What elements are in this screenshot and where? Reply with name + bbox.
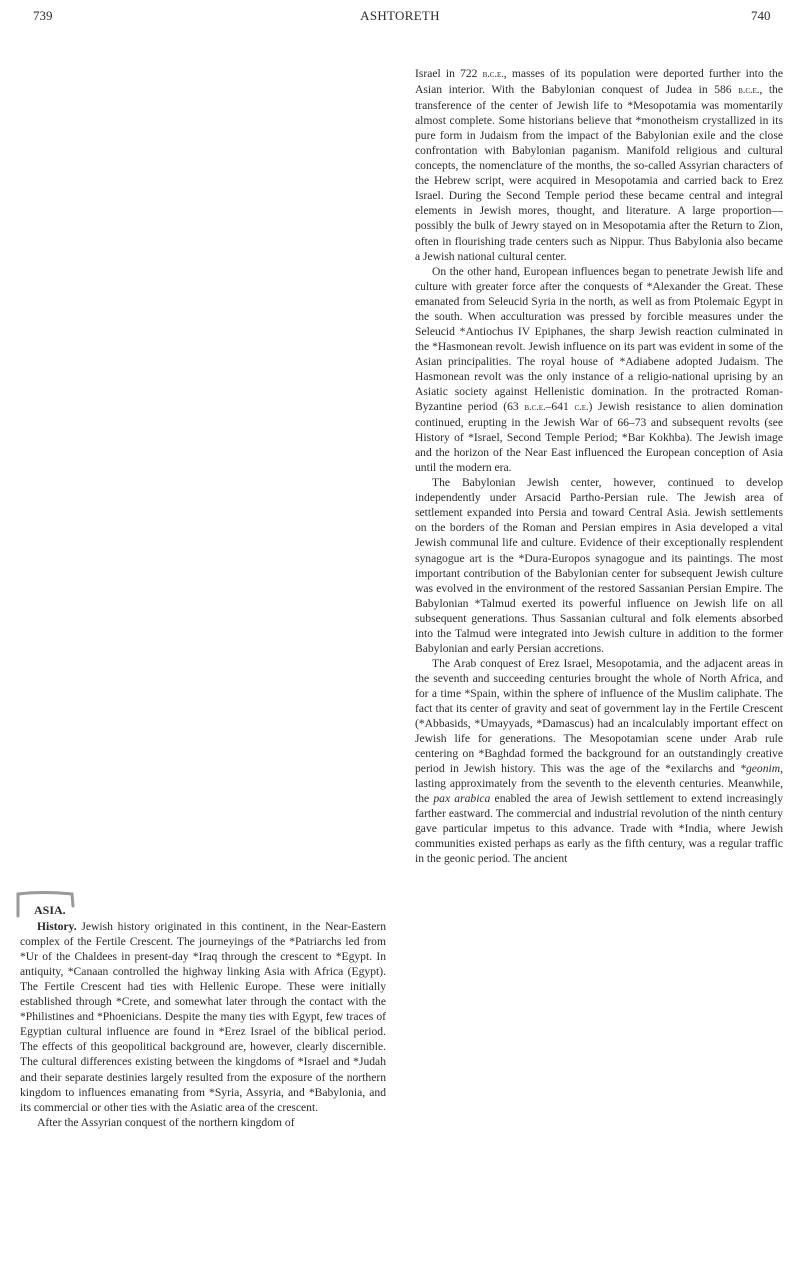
left-column	[20, 903, 386, 1130]
text-run: On the other hand, European influences began to penetrate Jewish life and culture with greater force after the conquests of *Alexander the Great. These emanated from Seleucid Syria in the north, as well as from Ptolemaic Egypt in the south. When acculturation was pressed by forcible measures under the Seleucid *Antiochus IV Epiphanes, the sharp Jewish reaction culminated in the *Hasmonean revolt. Jewish influence on its part was evident in some of the Asian principalities. The royal house of *Adiabene adopted Judaism. The Hasmonean revolt was the only instance of a religio-national uprising by an Asiatic society against Hellenistic domination. In the protracted Roman-Byzantine period (63	[415, 264, 783, 414]
blank-column-area	[20, 60, 386, 880]
era-abbrev: c.e.	[574, 402, 589, 414]
paragraph-text: Jewish history originated in this continent, in the Near-Eastern complex of the Fertile Crescent. The journeyings of the *Patriarchs led from *Ur of the Chaldees in present-day *Iraq through the crescent to *Egypt. In antiquity, *Canaan controlled the highway linking Asia with Africa (Egypt). The Fertile Crescent had ties with Hellenic Europe. These were initially established through *Crete, and somewhat later through the contact with the *Philistines and *Phoenicians. Despite the many ties with Egypt, few traces of Egyptian cultural influence are found in *Erez Israel of the biblical period. The effects of this geopolitical background are, however, clearly discernible. The cultural differences existing between the kingdoms of *Israel and *Judah and their separate destinies largely resulted from the exposure of the northern kingdom to influences emanating from *Syria, Assyria, and *Babylonia, and its commercial or other ties with the Asiatic area of the crescent.	[20, 920, 386, 1114]
paragraph	[415, 66, 783, 264]
era-abbrev: b.c.e.	[482, 69, 504, 80]
text-run: Israel in 722	[415, 67, 483, 80]
paragraph	[415, 656, 783, 867]
paragraph: After the Assyrian conquest of the northern kingdom of	[37, 1115, 295, 1129]
page-number-right: 740	[751, 8, 771, 23]
era-abbrev: b.c.e.	[524, 402, 546, 414]
page-number-left: 739	[33, 8, 53, 23]
text-run: enabled the area of Jewish settlement to extend increasingly farther eastward. The commercial and industrial revolution of the ninth century gave particular impetus to this advance. Trade with *India, where Jewish communities existed perhaps as early as the fifth century, was a regular traffic in the geonic period. The ancient	[415, 792, 784, 866]
paragraph	[415, 264, 783, 476]
italic-term: pax arabica	[433, 792, 491, 806]
paragraph: The Babylonian Jewish center, however, continued to develop independently under Arsacid Partho-Persian rule. The Jewish area of settlement expanded into Persia and toward Central Asia. Jewish settlements on the borders of the Roman and Persian empires in Asia developed a vital Jewish communal life and culture. Evidence of their exceptionally resplendent synagogue art is the *Dura-Europos synagogue and its paintings. The most important contribution of the Babylonian center for subsequent Jewish culture was evolved in the environment of the restored Sassanian Persian Empire. The Babylonian *Talmud exerted its powerful influence on Jewish life on all subsequent generations. Thus Sassanian cultural and folk elements absorbed into the Talmud were integrated into Jewish culture in addition to the former Babylonian and early Persian accretions.	[415, 476, 783, 655]
entry-title: ASIA.	[34, 903, 66, 917]
italic-term: *geonim,	[740, 762, 783, 776]
paragraph	[20, 919, 386, 1115]
text-run: –641	[545, 400, 575, 414]
right-column	[415, 66, 783, 866]
text-run: , the transference of the center of Jewish life to *Mesopotamia was momentarily almost complete. Some historians believe that *monotheism crystallized in its pure form in Judaism from the impact of the Babylonian exile and the close confrontation with Babylonian paganism. Manifold religious and cultural concepts, the nomenclature of the months, the so-called Assyrian characters of the Hebrew script, were acquired in Mesopotamia and carried back to Erez Israel. During the Second Temple period these became central and integral elements in Jewish mores, thought, and literature. A large proportion—possibly the bulk of Jewry stayed on in Mesopotamia after the Return to Zion, often in flourishing trade centers such as Nippur. Thus Babylonia also became a Jewish national cultural center.	[415, 83, 783, 263]
text-run: The Arab conquest of Erez Israel, Mesopotamia, and the adjacent areas in the seventh and succeeding centuries brought the whole of North Africa, and for a time *Spain, within the sphere of influence of the Muslim caliphate. The fact that its center of gravity and seat of government lay in the Fertile Crescent (*Abbasids, *Umayyads, *Damascus) had an incalculably important effect on Jewish life for generations. The Mesopotamian scene under Arab rule centering on *Baghdad formed the background for an outstandingly creative period in Jewish history. This was the age of the *exilarchs and	[415, 656, 783, 776]
running-head	[0, 8, 800, 28]
text-run: lasting approximately from the seventh to the eleventh centuries. Meanwhile, the	[415, 777, 783, 806]
era-abbrev: b.c.e.	[738, 85, 760, 97]
text-run: , masses of its population were deported further into the Asian interior. With the Babylonian conquest of Judea in 586	[415, 67, 783, 97]
section-subhead: History.	[37, 920, 77, 934]
running-title: ASHTORETH	[360, 8, 440, 23]
text-run: ) Jewish resistance to alien domination continued, erupting in the Jewish War of 66–73 and subsequent revolts (see History of *Israel, Second Temple Period; *Bar Kokhba). The Jewish image and the horizon of the Near East influenced the European conception of Asia until the modern era.	[415, 400, 783, 475]
